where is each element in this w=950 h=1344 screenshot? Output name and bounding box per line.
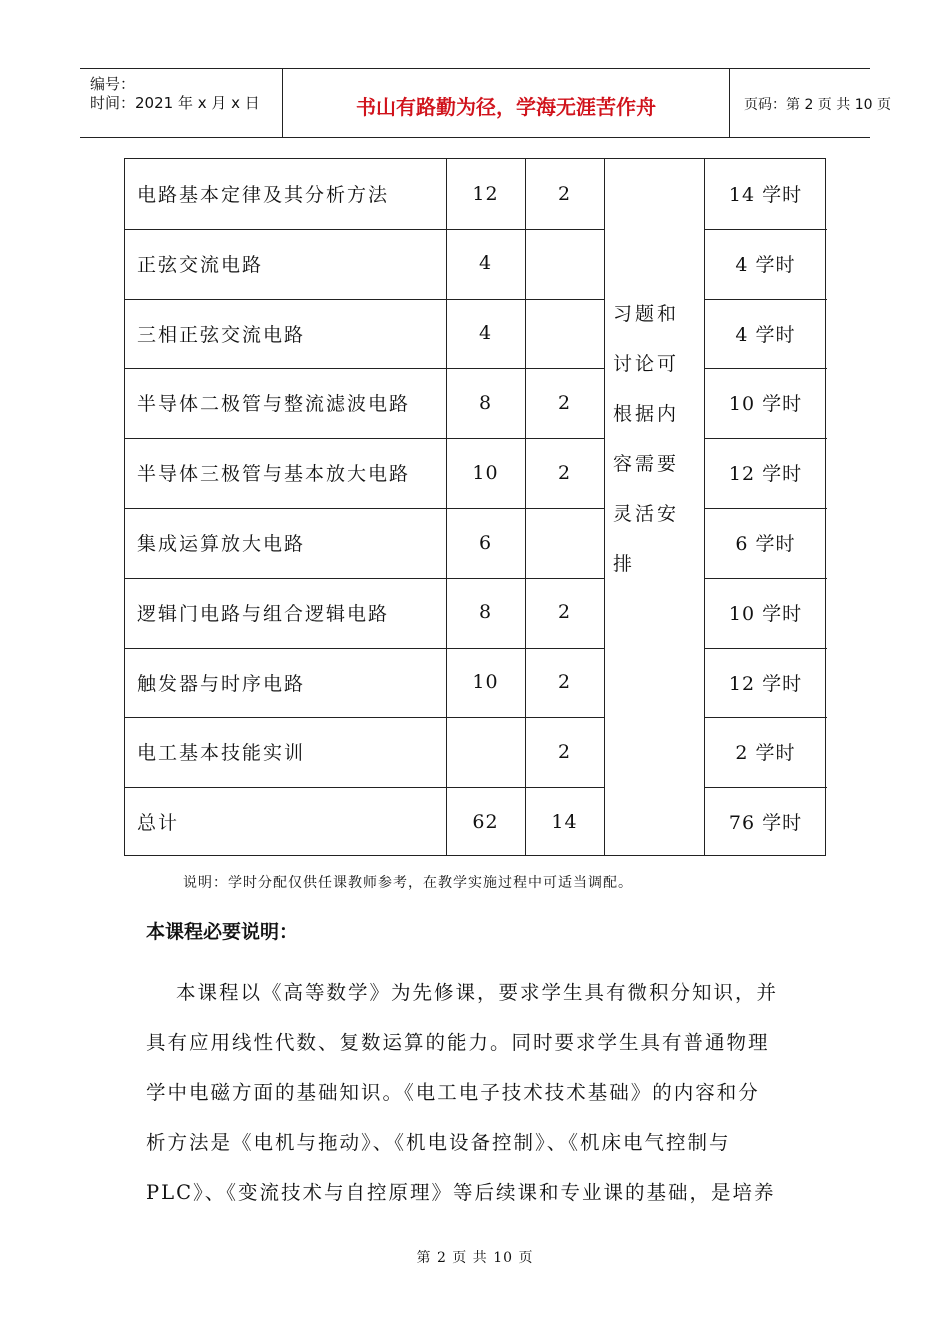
table-cell-lecture: 10 bbox=[472, 671, 499, 694]
table-cell-total: 2 学时 bbox=[735, 742, 796, 765]
table-cell-total: 12 学时 bbox=[728, 672, 803, 695]
document-date: 时间：2021 年 x 月 x 日 bbox=[90, 94, 260, 112]
table-cell-exercise bbox=[525, 508, 604, 577]
table-explanation: 说明：学时分配仅供任课教师参考，在教学实施过程中可适当调配。 bbox=[183, 875, 633, 891]
header-meta bbox=[80, 69, 283, 137]
table-cell-exercise bbox=[525, 229, 604, 298]
table-cell-topic: 逻辑门电路与组合逻辑电路 bbox=[137, 602, 390, 625]
table-cell-topic: 电工基本技能实训 bbox=[137, 742, 306, 765]
paragraph-line: PLC》、《变流技术与自控原理》等后续课和专业课的基础，是培养 bbox=[146, 1181, 776, 1204]
table-cell-lecture: 8 bbox=[478, 601, 493, 624]
paragraph-line: 本课程以《高等数学》为先修课，要求学生具有微积分知识，并 bbox=[176, 981, 779, 1004]
table-cell-topic: 总计 bbox=[137, 812, 180, 835]
table-cell-exercise: 2 bbox=[557, 740, 572, 763]
table-cell-lecture: 10 bbox=[472, 461, 499, 484]
table-cell-total: 4 学时 bbox=[735, 323, 796, 346]
table-cell-total: 10 学时 bbox=[728, 602, 803, 625]
table-cell-topic: 半导体二极管与整流滤波电路 bbox=[137, 393, 411, 416]
paragraph-line: 具有应用线性代数、复数运算的能力。同时要求学生具有普通物理 bbox=[146, 1031, 770, 1054]
header-motto-cell bbox=[283, 69, 730, 137]
table-cell-total: 14 学时 bbox=[728, 184, 803, 206]
merged-note-cell: 习题和讨论可根据内容需要灵活安排 bbox=[613, 303, 680, 575]
table-cell-topic: 正弦交流电路 bbox=[137, 253, 264, 276]
table-cell-total: 12 学时 bbox=[728, 463, 803, 486]
table-cell-total: 76 学时 bbox=[728, 812, 803, 835]
table-cell-lecture: 8 bbox=[478, 391, 493, 414]
page-footer: 第 2 页 共 10 页 bbox=[416, 1250, 534, 1266]
table-cell-exercise: 2 bbox=[557, 461, 572, 484]
table-column-divider bbox=[604, 159, 605, 855]
table-cell-topic: 触发器与时序电路 bbox=[137, 672, 306, 695]
page-header bbox=[80, 68, 891, 138]
table-cell-topic: 电路基本定律及其分析方法 bbox=[137, 184, 390, 206]
table-cell-lecture bbox=[446, 717, 525, 786]
document-number-label: 编号： bbox=[90, 75, 136, 93]
header-page-info: 页码：第 2 页 共 10 页 bbox=[744, 97, 891, 113]
header-page-cell bbox=[730, 69, 891, 137]
hours-table bbox=[124, 158, 826, 856]
table-cell-topic: 半导体三极管与基本放大电路 bbox=[137, 463, 411, 486]
table-cell-exercise: 2 bbox=[557, 671, 572, 694]
table-cell-topic: 集成运算放大电路 bbox=[137, 533, 306, 555]
table-cell-exercise: 2 bbox=[557, 182, 572, 205]
table-cell-lecture: 12 bbox=[472, 182, 499, 205]
table-cell-exercise bbox=[525, 299, 604, 368]
table-cell-exercise: 2 bbox=[557, 391, 572, 414]
header-motto: 书山有路勤为径，学海无涯苦作舟 bbox=[356, 95, 656, 119]
table-cell-total: 6 学时 bbox=[735, 533, 796, 555]
table-cell-lecture: 4 bbox=[478, 252, 493, 275]
paragraph-line: 学中电磁方面的基础知识。《电工电子技术技术基础》的内容和分 bbox=[146, 1081, 760, 1104]
table-cell-exercise: 2 bbox=[557, 601, 572, 624]
paragraph-line: 析方法是《电机与拖动》、《机电设备控制》、《机床电气控制与 bbox=[146, 1131, 731, 1154]
table-cell-lecture: 4 bbox=[478, 322, 493, 345]
course-description bbox=[146, 968, 810, 1218]
section-title: 本课程必要说明： bbox=[146, 921, 299, 943]
table-cell-lecture: 62 bbox=[472, 810, 499, 833]
table-cell-lecture: 6 bbox=[478, 531, 493, 554]
table-cell-total: 4 学时 bbox=[735, 253, 796, 276]
table-cell-total: 10 学时 bbox=[728, 393, 803, 416]
table-cell-topic: 三相正弦交流电路 bbox=[137, 323, 306, 346]
table-cell-exercise: 14 bbox=[551, 810, 578, 833]
